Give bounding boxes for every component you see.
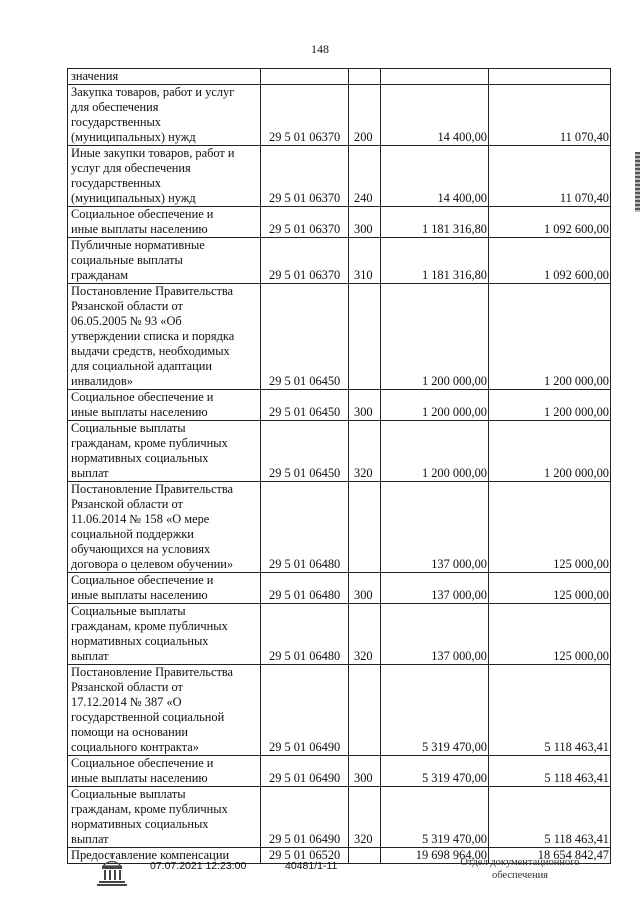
row-sum-fact-cell: 125 000,00 [489,573,611,604]
footer-datetime: 07.07.2021 12:23:00 [150,860,247,872]
row-code-cell: 29 5 01 06370 [261,85,349,146]
row-type-cell: 300 [349,207,381,238]
row-type-cell: 320 [349,421,381,482]
row-sum-fact-cell: 5 118 463,41 [489,665,611,756]
row-type-cell [349,482,381,573]
budget-table [67,68,611,864]
row-sum-plan-cell: 1 200 000,00 [381,421,489,482]
row-sum-plan-cell: 1 181 316,80 [381,207,489,238]
table-row [68,146,611,207]
table-row [68,238,611,284]
table-row [68,85,611,146]
row-code-cell: 29 5 01 06490 [261,787,349,848]
row-sum-fact-cell: 1 200 000,00 [489,284,611,390]
row-sum-fact-cell: 125 000,00 [489,604,611,665]
row-sum-fact-cell: 1 092 600,00 [489,238,611,284]
row-sum-plan-cell: 5 319 470,00 [381,756,489,787]
table-row [68,390,611,421]
row-sum-fact-cell [489,69,611,85]
row-name-cell: Социальные выплаты гражданам, кроме публичных нормативных социальных выплат [68,787,261,848]
table-row [68,573,611,604]
row-sum-fact-cell: 11 070,40 [489,146,611,207]
table-body [68,69,611,864]
row-sum-plan-cell: 137 000,00 [381,604,489,665]
footer-department-stamp: Отдел документационного обеспечения [460,857,580,881]
row-sum-fact-cell: 1 200 000,00 [489,390,611,421]
row-sum-fact-cell: 1 092 600,00 [489,207,611,238]
row-type-cell [349,848,381,864]
row-sum-plan-cell: 137 000,00 [381,482,489,573]
row-sum-plan-cell: 5 319 470,00 [381,787,489,848]
row-sum-fact-cell: 5 118 463,41 [489,787,611,848]
row-type-cell [349,284,381,390]
row-name-cell: Социальное обеспечение и иные выплаты населению [68,573,261,604]
row-code-cell: 29 5 01 06450 [261,284,349,390]
row-code-cell: 29 5 01 06490 [261,756,349,787]
row-name-cell: Постановление Правительства Рязанской области от 06.05.2005 № 93 «Об утверждении списка и порядка выдачи средств, необходимых для социальной адаптации инвалидов» [68,284,261,390]
row-type-cell [349,69,381,85]
row-sum-plan-cell: 14 400,00 [381,146,489,207]
table-row [68,482,611,573]
row-type-cell: 200 [349,85,381,146]
footer-doc-code: 40481/1-11 [285,860,338,872]
row-name-cell: Предоставление компенсации [68,848,261,864]
row-code-cell: 29 5 01 06480 [261,482,349,573]
row-sum-plan-cell: 14 400,00 [381,85,489,146]
row-type-cell: 320 [349,604,381,665]
row-code-cell: 29 5 01 06370 [261,207,349,238]
row-code-cell: 29 5 01 06480 [261,573,349,604]
row-name-cell: Социальное обеспечение и иные выплаты населению [68,390,261,421]
table-row [68,604,611,665]
row-sum-fact-cell: 5 118 463,41 [489,756,611,787]
row-sum-fact-cell: 18 654 842,47 [489,848,611,864]
row-sum-fact-cell: 1 200 000,00 [489,421,611,482]
row-sum-plan-cell [381,69,489,85]
row-code-cell: 29 5 01 06450 [261,421,349,482]
table-row [68,207,611,238]
row-type-cell: 240 [349,146,381,207]
table-row [68,284,611,390]
row-sum-plan-cell: 19 698 964,00 [381,848,489,864]
row-name-cell: значения [68,69,261,85]
building-stamp-icon [95,852,129,888]
row-name-cell: Социальные выплаты гражданам, кроме публичных нормативных социальных выплат [68,421,261,482]
row-name-cell: Иные закупки товаров, работ и услуг для обеспечения государственных (муниципальных) нужд [68,146,261,207]
row-type-cell: 320 [349,787,381,848]
row-type-cell: 310 [349,238,381,284]
row-type-cell: 300 [349,756,381,787]
table-row [68,756,611,787]
table-row [68,787,611,848]
row-name-cell: Социальное обеспечение и иные выплаты населению [68,207,261,238]
row-name-cell: Публичные нормативные социальные выплаты гражданам [68,238,261,284]
table-row [68,69,611,85]
table-row [68,421,611,482]
row-name-cell: Постановление Правительства Рязанской области от 11.06.2014 № 158 «О мере социальной поддержки обучающихся на условиях договора о целевом обучении» [68,482,261,573]
row-name-cell: Социальное обеспечение и иные выплаты населению [68,756,261,787]
row-type-cell: 300 [349,390,381,421]
row-code-cell: 29 5 01 06370 [261,146,349,207]
scan-edge-mark [635,152,640,212]
row-code-cell: 29 5 01 06490 [261,665,349,756]
row-name-cell: Социальные выплаты гражданам, кроме публичных нормативных социальных выплат [68,604,261,665]
row-name-cell: Постановление Правительства Рязанской области от 17.12.2014 № 387 «О государственной социальной помощи на основании социального контракта» [68,665,261,756]
row-code-cell: 29 5 01 06480 [261,604,349,665]
row-sum-plan-cell: 1 181 316,80 [381,238,489,284]
row-sum-plan-cell: 5 319 470,00 [381,665,489,756]
row-code-cell [261,69,349,85]
row-name-cell: Закупка товаров, работ и услуг для обеспечения государственных (муниципальных) нужд [68,85,261,146]
row-sum-fact-cell: 125 000,00 [489,482,611,573]
row-sum-plan-cell: 1 200 000,00 [381,284,489,390]
row-sum-fact-cell: 11 070,40 [489,85,611,146]
row-sum-plan-cell: 137 000,00 [381,573,489,604]
page-number: 148 [311,42,329,56]
table-row [68,665,611,756]
row-type-cell [349,665,381,756]
row-type-cell: 300 [349,573,381,604]
row-sum-plan-cell: 1 200 000,00 [381,390,489,421]
row-code-cell: 29 5 01 06450 [261,390,349,421]
row-code-cell: 29 5 01 06520 [261,848,349,864]
row-code-cell: 29 5 01 06370 [261,238,349,284]
